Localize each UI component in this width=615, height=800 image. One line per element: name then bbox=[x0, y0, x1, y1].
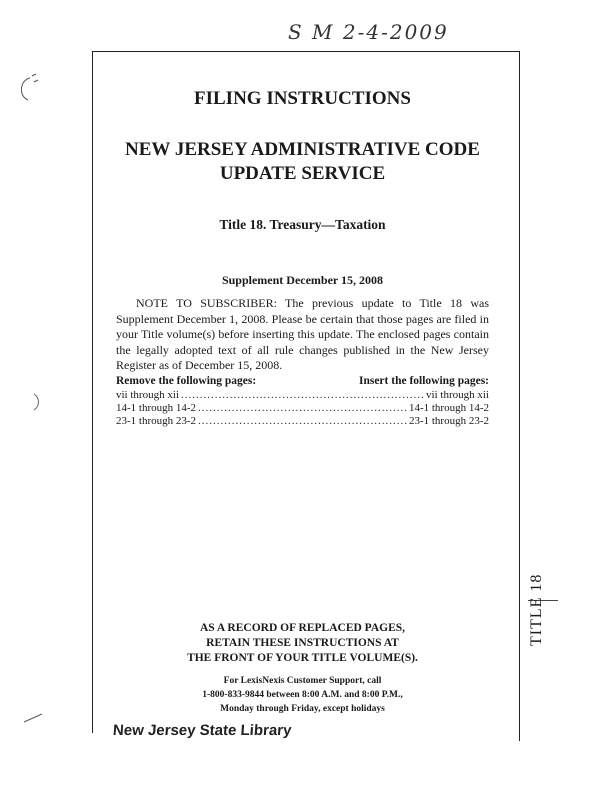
supplement-date: Supplement December 15, 2008 bbox=[221, 273, 384, 287]
support-line: Monday through Friday, except holidays bbox=[220, 704, 385, 714]
insert-pages-header: Insert the following pages: bbox=[358, 375, 489, 387]
title-tab-label: TITLE 18 bbox=[528, 573, 545, 646]
insert-range: vii through xii bbox=[426, 389, 489, 401]
support-line: 1-800-833-9844 between 8:00 A.M. and 8:00 P.M., bbox=[202, 690, 403, 700]
leader-dots bbox=[181, 389, 424, 402]
margin-scribble-icon bbox=[12, 72, 42, 106]
subtitle-line: UPDATE SERVICE bbox=[219, 163, 386, 184]
record-notice bbox=[116, 621, 489, 666]
insert-range: 23-1 through 23-2 bbox=[408, 415, 489, 427]
record-line: AS A RECORD OF REPLACED PAGES, bbox=[199, 622, 406, 634]
remove-pages-header: Remove the following pages: bbox=[116, 375, 257, 387]
pages-table-header bbox=[116, 375, 489, 387]
customer-support-info bbox=[116, 674, 489, 716]
subtitle-line: NEW JERSEY ADMINISTRATIVE CODE bbox=[125, 139, 480, 160]
page-border-top bbox=[92, 51, 520, 52]
page-row bbox=[116, 415, 489, 428]
pages-list bbox=[116, 389, 489, 428]
page-title: FILING INSTRUCTIONS bbox=[194, 88, 411, 109]
page-row bbox=[116, 389, 489, 402]
page-row bbox=[116, 402, 489, 415]
support-line: For LexisNexis Customer Support, call bbox=[223, 676, 382, 686]
document-subtitle bbox=[116, 138, 489, 186]
insert-range: 14-1 through 14-2 bbox=[408, 402, 489, 414]
remove-range: 23-1 through 23-2 bbox=[116, 415, 197, 427]
title-heading: Title 18. Treasury—Taxation bbox=[219, 217, 386, 232]
margin-mark-icon bbox=[30, 392, 44, 412]
leader-dots bbox=[198, 415, 407, 428]
handwritten-date-note: S M 2-4-2009 bbox=[288, 20, 449, 44]
record-line: THE FRONT OF YOUR TITLE VOLUME(S). bbox=[187, 652, 418, 664]
page-border-right bbox=[519, 51, 520, 741]
remove-range: 14-1 through 14-2 bbox=[116, 402, 197, 414]
page-border-left bbox=[92, 51, 93, 733]
leader-dots bbox=[198, 402, 407, 415]
library-stamp: New Jersey State Library bbox=[112, 722, 293, 739]
subscriber-note: NOTE TO SUBSCRIBER: The previous update to Title 18 was Supplement December 1, 2008. Please be certain that those pages are filed in your Title volume(s) before inserting this update. The enclosed pages contain the legally adopted text of all rule changes published in the New Jersey Register as of December 15, 2008. bbox=[116, 296, 489, 372]
record-line: RETAIN THESE INSTRUCTIONS AT bbox=[206, 637, 399, 649]
remove-range: vii through xii bbox=[116, 389, 179, 401]
margin-dash-icon bbox=[22, 712, 44, 724]
